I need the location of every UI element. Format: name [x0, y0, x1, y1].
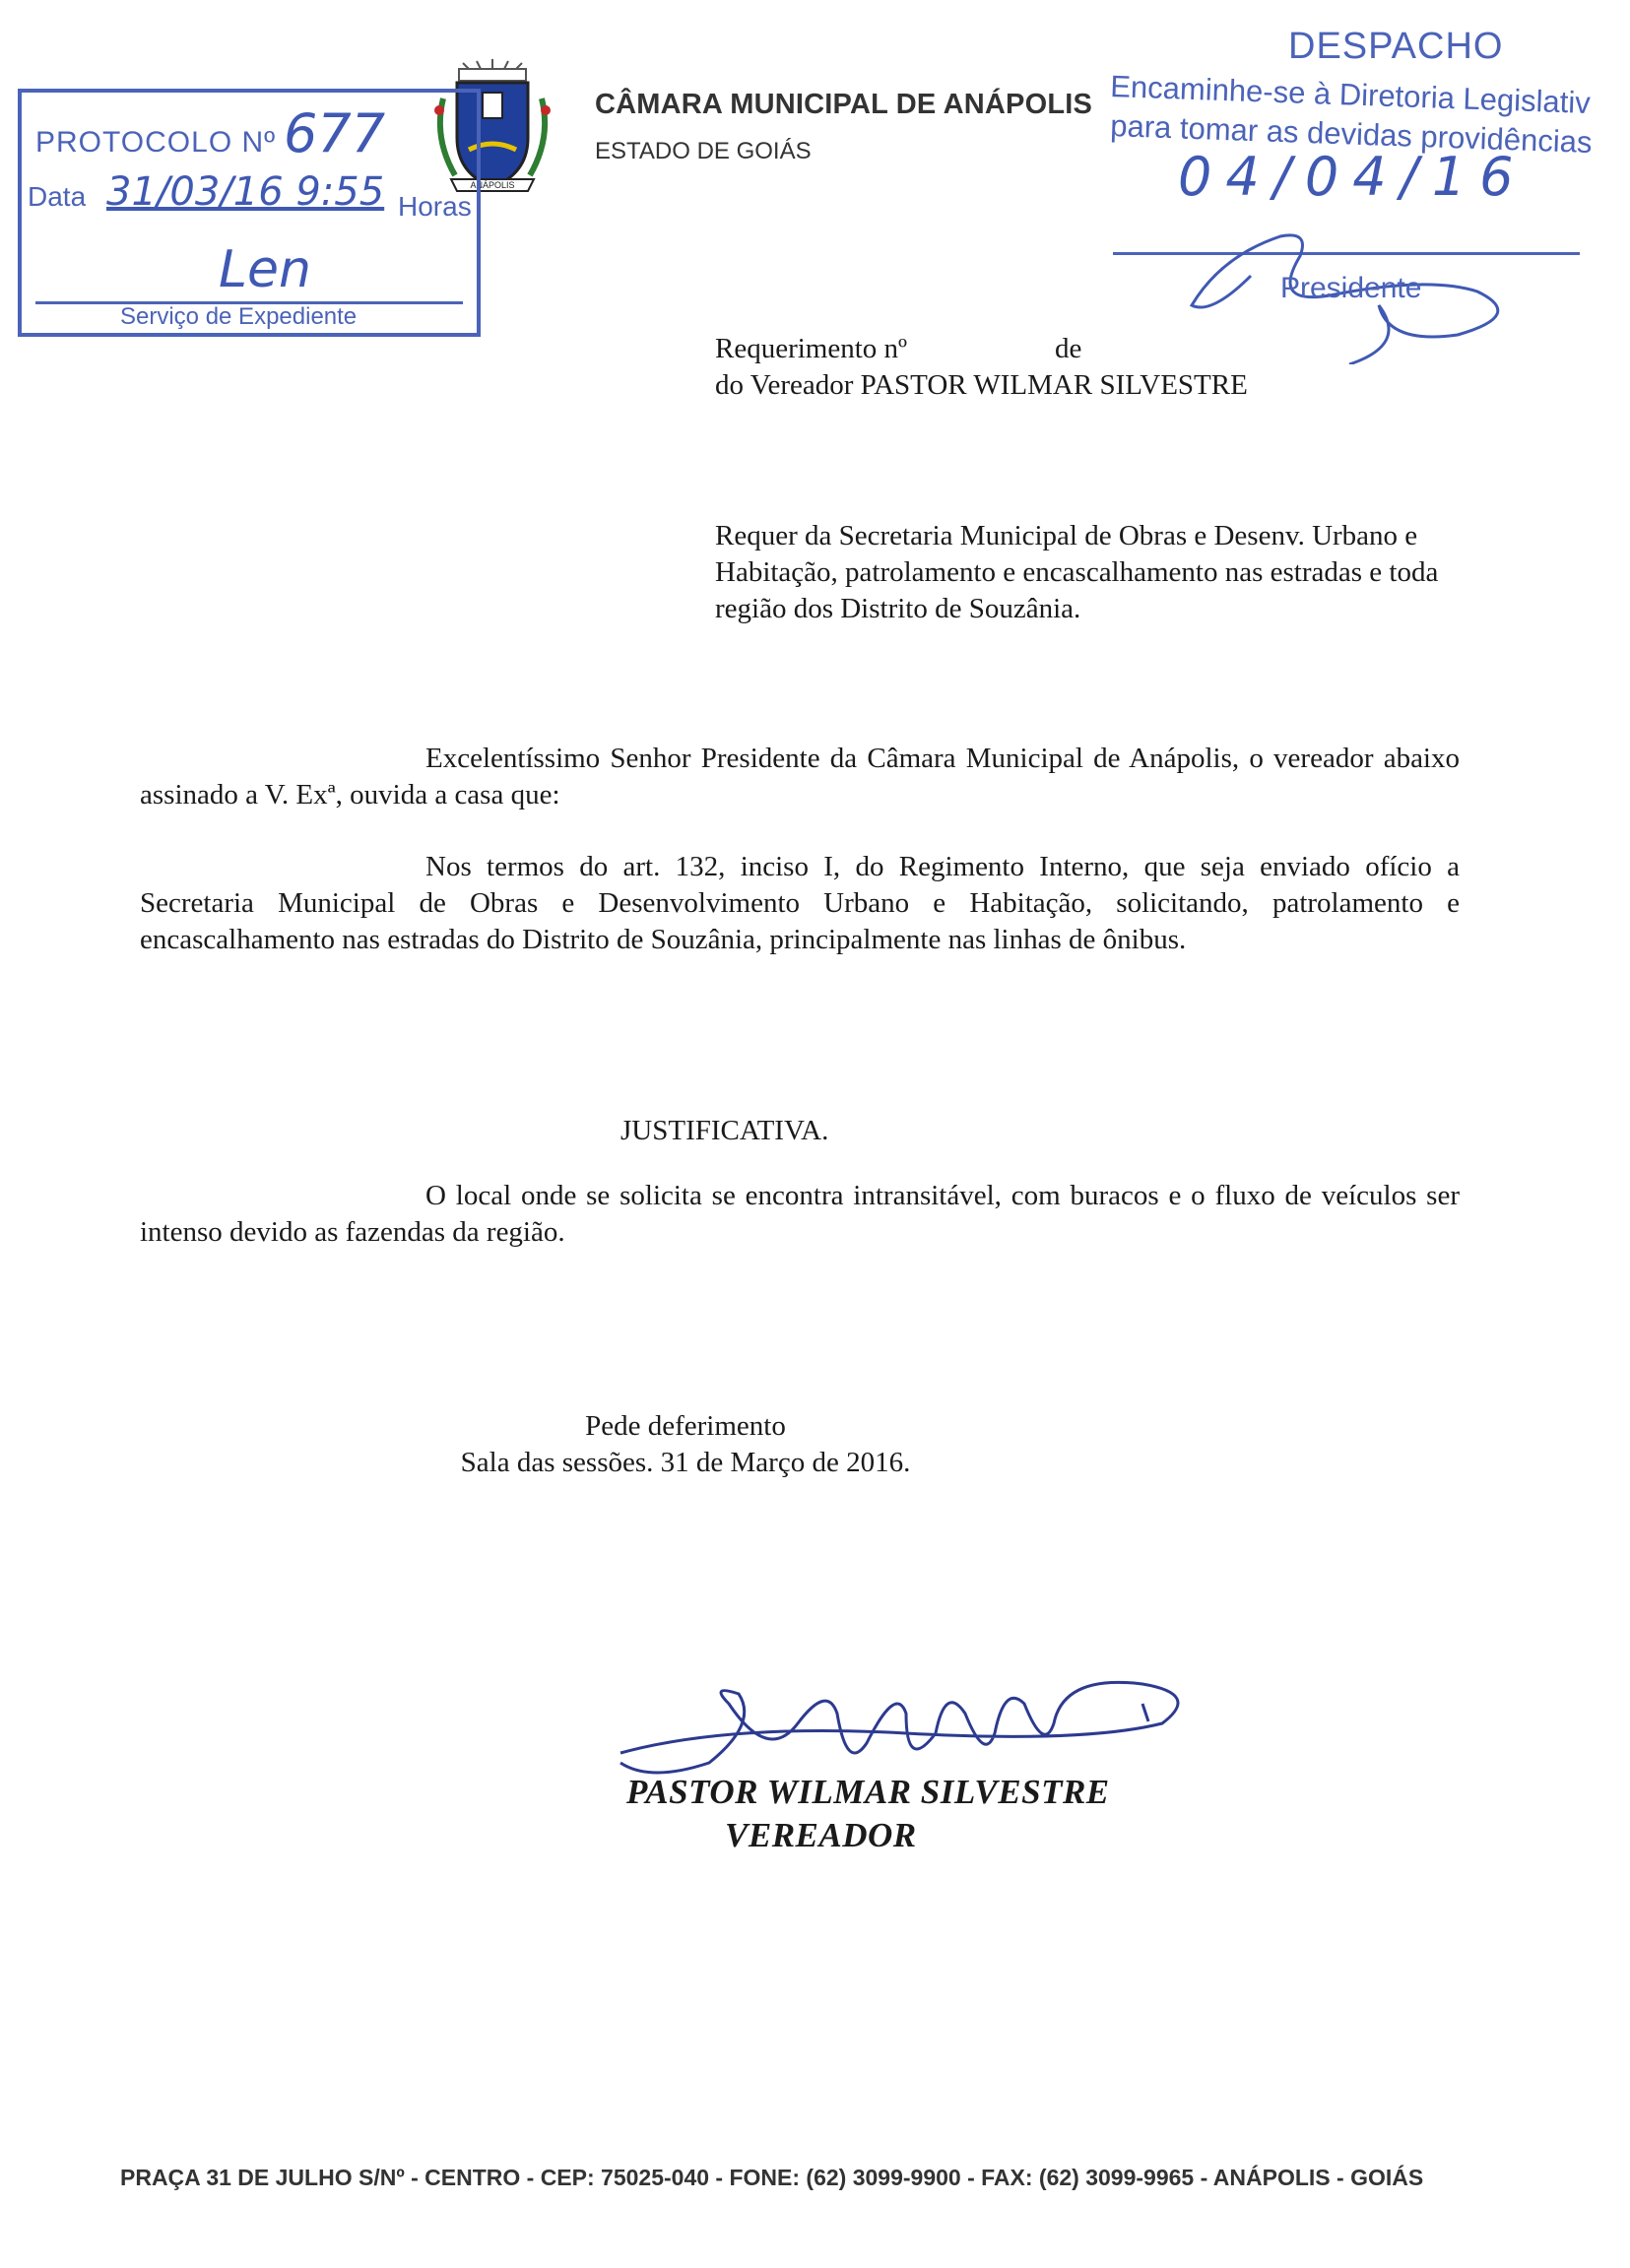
signature-name: PASTOR WILMAR SILVESTRE	[626, 1773, 1110, 1811]
request-paragraph	[140, 849, 1460, 958]
request-heading	[715, 331, 1248, 404]
request-author: do Vereador PASTOR WILMAR SILVESTRE	[715, 369, 1248, 401]
closing-block	[429, 1408, 942, 1481]
request-de-label: de	[1055, 333, 1082, 364]
despacho-signatory: Presidente	[1280, 272, 1422, 304]
opening-paragraph-text: Excelentíssimo Senhor Presidente da Câmara Municipal de Anápolis, o vereador abaixo assinado a V. Exª, ouvida a casa que:	[140, 743, 1460, 810]
despacho-date: 04/04/16	[1178, 146, 1528, 208]
despacho-line-1: Encaminhe-se à Diretoria Legislativ	[1109, 69, 1592, 120]
justification-title: JUSTIFICATIVA.	[620, 1115, 829, 1146]
coat-of-arms-label: ANÁPOLIS	[470, 180, 515, 190]
protocol-initials: Len	[219, 240, 311, 299]
protocol-stamp	[18, 89, 481, 337]
justification-paragraph	[140, 1178, 1460, 1251]
footer-address: PRAÇA 31 DE JULHO S/Nº - CENTRO - CEP: 75025-040 - FONE: (62) 3099-9900 - FAX: (62) 3099-9965 - ANÁPOLIS - GOIÁS	[120, 2165, 1424, 2190]
protocol-date-label: Data	[28, 181, 87, 212]
protocol-service-label: Serviço de Expediente	[120, 303, 358, 330]
protocol-number: 677	[284, 102, 386, 164]
signature-role: VEREADOR	[725, 1816, 917, 1854]
institution-title: CÂMARA MUNICIPAL DE ANÁPOLIS	[595, 89, 1093, 120]
protocol-date: 31/03/16 9:55	[106, 169, 385, 215]
opening-paragraph	[140, 741, 1460, 813]
request-number-label: Requerimento nº	[715, 333, 908, 364]
protocol-hours-label: Horas	[398, 191, 472, 222]
closing-place-date: Sala das sessões. 31 de Março de 2016.	[460, 1447, 911, 1478]
closing-request: Pede deferimento	[585, 1410, 786, 1442]
state-name: ESTADO DE GOIÁS	[595, 138, 812, 164]
request-summary: Requer da Secretaria Municipal de Obras e Desenv. Urbano e Habitação, patrolamento e encascalhamento nas estradas e toda região dos Distrito de Souzânia.	[715, 520, 1439, 624]
despacho-line-2: para tomar as devidas providências	[1109, 108, 1594, 161]
justification-text: O local onde se solicita se encontra intransitável, com buracos e o fluxo de veículos ser intenso devido as fazendas da região.	[140, 1180, 1460, 1248]
protocol-label: PROTOCOLO Nº	[35, 126, 277, 159]
despacho-title: DESPACHO	[1288, 26, 1504, 67]
request-paragraph-text: Nos termos do art. 132, inciso I, do Regimento Interno, que seja enviado ofício a Secretaria Municipal de Obras e Desenvolvimento Urbano e Habitação, solicitando, patrolamento e encascalhamento nas estradas do Distrito de Souzânia, principalmente nas linhas de ônibus.	[140, 851, 1460, 955]
